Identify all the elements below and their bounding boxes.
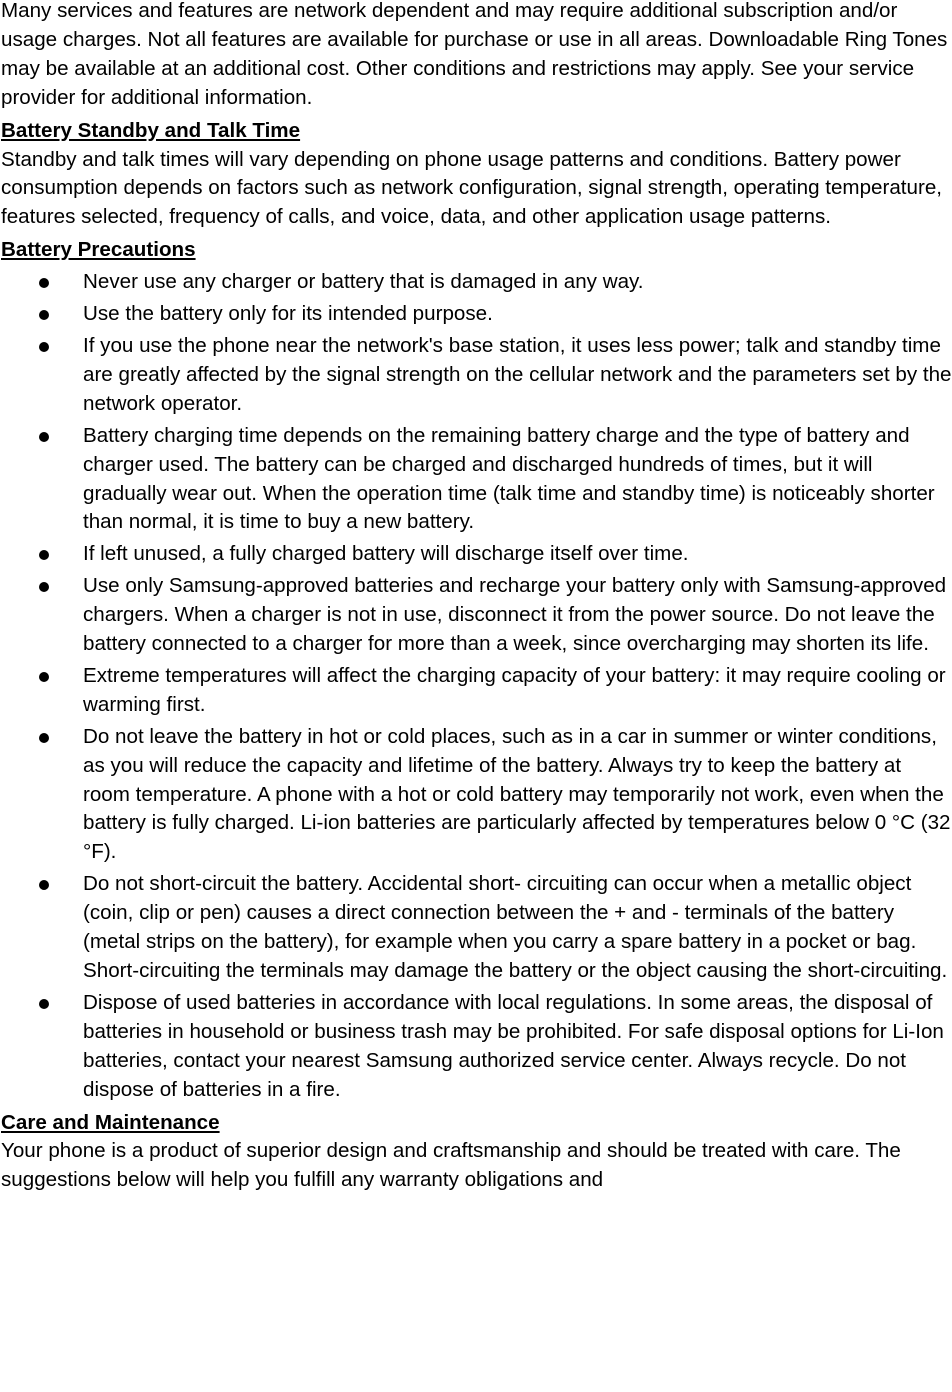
list-item	[1, 540, 952, 569]
list-item	[1, 332, 952, 419]
list-item	[1, 662, 952, 720]
bullet-icon	[39, 432, 49, 442]
care-paragraph: Your phone is a product of superior design and craftsmanship and should be treated with care. The suggestions below will help you fulfill any warranty obligations and	[1, 1139, 901, 1192]
battery-standby-heading: Battery Standby and Talk Time	[1, 118, 301, 142]
list-item	[1, 572, 952, 659]
bullet-icon	[39, 733, 49, 743]
list-item	[1, 268, 952, 297]
list-item-text: Use the battery only for its intended purpose.	[83, 302, 493, 326]
battery-standby-section	[1, 117, 952, 233]
list-item-text: Do not leave the battery in hot or cold places, such as in a car in summer or winter conditions, as you will reduce the capacity and lifetime of the battery. Always try to keep the battery at room temperature. A phone with a hot or cold battery may temporarily not work, even when the battery is fully charged. Li-ion batteries are particularly affected by temperatures below 0 °C (32 °F).	[83, 724, 951, 864]
bullet-icon	[39, 672, 49, 682]
bullet-icon	[39, 999, 49, 1009]
list-item-text: Use only Samsung-approved batteries and recharge your battery only with Samsung-approved chargers. When a charger is not in use, disconnect it from the power source. Do not leave the battery connected to a charger for more than a week, since overcharging may shorten its life.	[83, 574, 947, 656]
intro-paragraph: Many services and features are network dependent and may require additional subscription and/or usage charges. Not all features are available for purchase or use in all areas. Downloadable Ring Tones may be available at an additional cost. Other conditions and restrictions may apply. See your service provider for additional information.	[1, 0, 948, 109]
list-item	[1, 300, 952, 329]
care-heading: Care and Maintenance	[1, 1110, 220, 1134]
list-item-text: Battery charging time depends on the remaining battery charge and the type of battery and charger used. The battery can be charged and discharged hundreds of times, but it will gradually wear out. When the operation time (talk time and standby time) is noticeably shorter than normal, it is time to buy a new battery.	[83, 423, 935, 534]
list-item-text: If you use the phone near the network's base station, it uses less power; talk and standby time are greatly affected by the signal strength on the cellular network and the parameters set by the network operator.	[83, 333, 952, 415]
list-item	[1, 422, 952, 538]
list-item-text: Do not short-circuit the battery. Accidental short- circuiting can occur when a metallic object (coin, clip or pen) causes a direct connection between the + and - terminals of the battery (metal strips on the battery), for example when you carry a spare battery in a pocket or bag. Short-circuiting the terminals may damage the battery or the object causing the short-circuiting.	[83, 872, 948, 982]
list-item-text: Dispose of used batteries in accordance with local regulations. In some areas, the disposal of batteries in household or business trash may be prohibited. For safe disposal options for Li-Ion batteries, contact your nearest Samsung authorized service center. Always recycle. Do not dispose of batteries in a fire.	[83, 990, 944, 1101]
care-section	[1, 1109, 952, 1196]
bullet-icon	[39, 310, 49, 320]
list-item	[1, 870, 952, 986]
battery-precautions-section	[1, 236, 952, 1104]
list-item-text: If left unused, a fully charged battery will discharge itself over time.	[83, 542, 689, 566]
battery-precautions-list	[1, 268, 952, 1104]
bullet-icon	[39, 278, 49, 288]
bullet-icon	[39, 582, 49, 592]
battery-standby-paragraph: Standby and talk times will vary depending on phone usage patterns and conditions. Battery power consumption depends on factors such as network configuration, signal strength, operating temperature, features selected, frequency of calls, and voice, data, and other application usage patterns.	[1, 147, 942, 229]
list-item-text: Extreme temperatures will affect the charging capacity of your battery: it may require cooling or warming first.	[83, 663, 946, 716]
bullet-icon	[39, 880, 49, 890]
list-item	[1, 989, 952, 1105]
battery-precautions-heading: Battery Precautions	[1, 238, 196, 262]
list-item-text: Never use any charger or battery that is damaged in any way.	[83, 270, 644, 294]
list-item	[1, 723, 952, 868]
document-page	[1, 0, 952, 1195]
bullet-icon	[39, 342, 49, 352]
bullet-icon	[39, 550, 49, 560]
